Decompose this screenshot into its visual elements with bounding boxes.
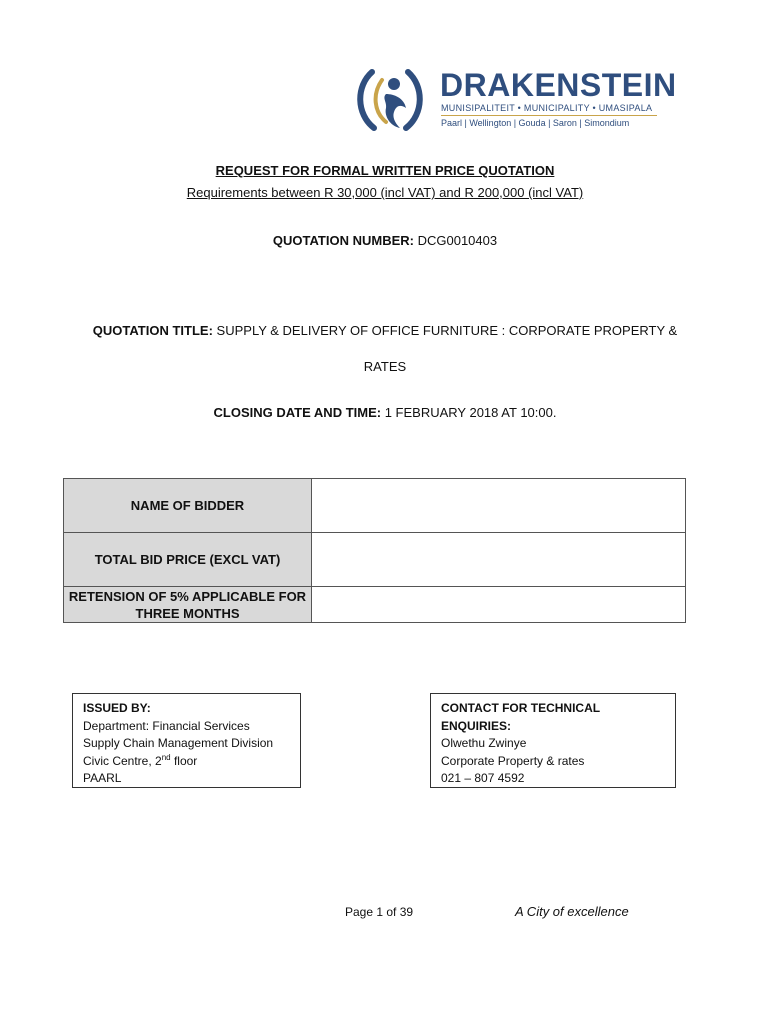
quotation-title-label: QUOTATION TITLE:: [92, 323, 213, 338]
quotation-title-value-line1: SUPPLY & DELIVERY OF OFFICE FURNITURE : CORPORATE PROPERTY &: [216, 323, 678, 338]
quotation-title: [0, 323, 770, 338]
retension-label: [64, 587, 312, 623]
total-bid-price-label: TOTAL BID PRICE (EXCL VAT): [64, 533, 312, 587]
table-row: [64, 479, 686, 533]
logo-rule: [441, 115, 657, 116]
logo-towns: Paarl | Wellington | Gouda | Saron | Simondium: [441, 118, 630, 128]
retension-field[interactable]: [312, 587, 686, 623]
retension-label-line1: RETENSION OF 5% APPLICABLE FOR: [68, 588, 307, 604]
issued-by-town: PAARL: [83, 771, 122, 785]
municipality-logo: [350, 64, 677, 134]
contact-name: Olwethu Zwinye: [441, 736, 527, 750]
closing-date: [0, 405, 770, 420]
document-subtitle: Requirements between R 30,000 (incl VAT) and R 200,000 (incl VAT): [186, 185, 584, 200]
retension-label-line2: THREE MONTHS: [135, 605, 240, 621]
quotation-number-label: QUOTATION NUMBER:: [272, 233, 414, 248]
name-of-bidder-label: NAME OF BIDDER: [64, 479, 312, 533]
quotation-number: [0, 233, 770, 248]
issued-by-heading: ISSUED BY:: [83, 701, 151, 715]
issued-by-department: Department: Financial Services: [83, 718, 250, 733]
contact-box: [430, 693, 676, 788]
bid-table: [63, 478, 686, 623]
table-row: [64, 587, 686, 623]
closing-date-value: 1 FEBRUARY 2018 AT 10:00.: [384, 405, 557, 420]
address-text: Civic Centre, 2: [83, 753, 162, 768]
issued-by-box: [72, 693, 301, 788]
closing-date-label: CLOSING DATE AND TIME:: [213, 405, 382, 420]
page-number: Page 1 of 39: [345, 905, 414, 919]
quotation-title-value-line2: RATES: [363, 359, 407, 374]
address-ordinal: nd: [161, 752, 171, 762]
document-title: REQUEST FOR FORMAL WRITTEN PRICE QUOTATION: [215, 163, 555, 178]
address-floor: floor: [170, 753, 198, 768]
table-row: [64, 533, 686, 587]
logo-name: DRAKENSTEIN: [440, 67, 677, 103]
contact-department: Corporate Property & rates: [441, 753, 585, 768]
name-of-bidder-field[interactable]: [312, 479, 686, 533]
issued-by-address: [83, 753, 290, 771]
footer-motto: A City of excellence: [515, 904, 629, 919]
drakenstein-emblem-icon: [350, 64, 430, 134]
total-bid-price-field[interactable]: [312, 533, 686, 587]
contact-heading: CONTACT FOR TECHNICAL ENQUIRIES:: [441, 701, 600, 733]
quotation-number-value: DCG0010403: [417, 233, 498, 248]
contact-phone: 021 – 807 4592: [441, 771, 525, 785]
logo-tagline: MUNISIPALITEIT • MUNICIPALITY • UMASIPALA: [441, 103, 653, 113]
issued-by-division: Supply Chain Management Division: [83, 736, 274, 750]
